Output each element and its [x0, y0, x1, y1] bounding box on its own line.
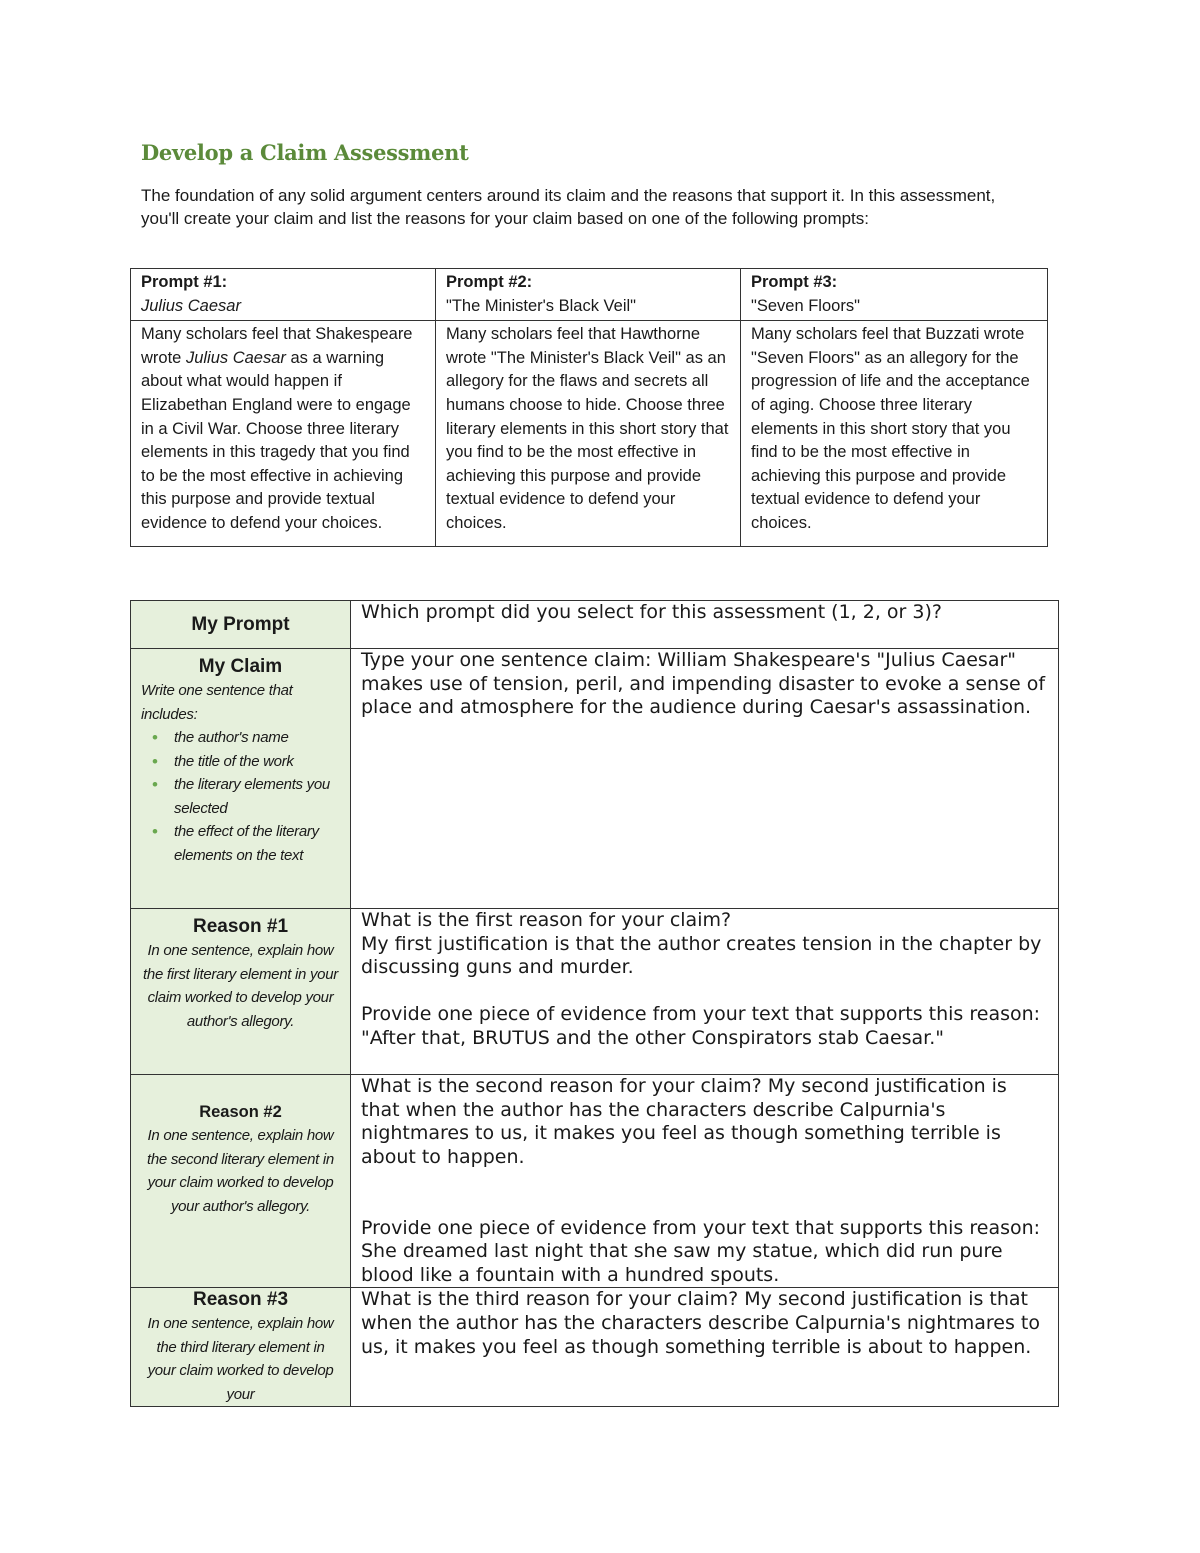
prompts-header-row — [131, 269, 1048, 321]
prompt-1-heading: Prompt #1: — [141, 273, 228, 291]
reason-2-response[interactable] — [351, 1075, 1059, 1288]
claim-criterion: • the effect of the literary elements on the text — [174, 820, 340, 867]
prompt-2-body: Many scholars feel that Hawthorne wrote "The Minister's Black Veil" as an allegory for the flaws and secrets all humans choose to hide. Choose three literary elements in this short story that you find to be the most effective in achieving this purpose and provide textual evidence to defend your choices. — [436, 321, 741, 546]
reason-3-instruction: In one sentence, explain how the third literary element in your claim worked to develop your — [147, 1315, 334, 1403]
reason-3-row — [131, 1288, 1059, 1407]
prompts-body-row — [131, 321, 1048, 546]
my-claim-instruction: Write one sentence that includes: — [141, 682, 293, 723]
intro-paragraph: The foundation of any solid argument centers around its claim and the reasons that support it. In this assessment, you'll create your claim and list the reasons for your claim based on one of the following prompts: — [141, 186, 996, 228]
reason-2-row — [131, 1075, 1059, 1288]
my-claim-label-cell — [131, 649, 351, 909]
my-claim-response[interactable]: Type your one sentence claim: William Shakespeare's "Julius Caesar" makes use of tension, peril, and impending disaster to evoke a sense of place and atmosphere for the audience during Caesar's assassination. — [351, 649, 1059, 909]
reason-2-label-cell — [131, 1075, 351, 1288]
prompt-3-header — [741, 269, 1048, 321]
prompt-2-header — [436, 269, 741, 321]
reason-2-instruction: In one sentence, explain how the second literary element in your claim worked to develop your author's allegory. — [147, 1127, 334, 1215]
claim-criterion: • the literary elements you selected — [174, 773, 340, 820]
claim-worksheet-table — [130, 600, 1059, 1407]
prompt-1-header — [131, 269, 436, 321]
reason-1-evidence: Provide one piece of evidence from your text that supports this reason: "After that, BRUTUS and the other Conspirators stab Caesar." — [361, 1003, 1041, 1049]
reason-3-label-cell — [131, 1288, 351, 1407]
prompt-1-body — [131, 321, 436, 546]
reason-1-label-cell — [131, 909, 351, 1075]
my-claim-label: My Claim — [198, 656, 283, 677]
prompt-3-work: "Seven Floors" — [751, 296, 860, 315]
prompt-1-body-text-rest: as a warning about what would happen if Elizabethan England were to engage in a Civil War. Choose three literary elements in this tragedy that you find to be the most effective in achieving this purpose and provide textual evidence to defend your choices. — [141, 348, 411, 532]
prompt-2-heading: Prompt #2: — [446, 273, 533, 291]
claim-criterion: • the author's name — [174, 726, 340, 750]
my-prompt-row — [131, 601, 1059, 649]
prompt-1-body-title: Julius Caesar — [185, 348, 286, 367]
reason-1-response[interactable] — [351, 909, 1059, 1075]
reason-3-label: Reason #3 — [192, 1289, 289, 1311]
page-title: Develop a Claim Assessment — [141, 140, 469, 165]
prompt-3-body: Many scholars feel that Buzzati wrote "Seven Floors" as an allegory for the progression of life and the acceptance of aging. Choose three literary elements in this short story that you find to be the most effective in achieving this purpose and provide textual evidence to defend your choices. — [741, 321, 1048, 546]
reason-1-row — [131, 909, 1059, 1075]
claim-criterion: • the title of the work — [174, 750, 340, 774]
reason-1-question: What is the first reason for your claim? — [361, 909, 732, 931]
my-claim-row — [131, 649, 1059, 909]
my-prompt-response[interactable]: Which prompt did you select for this assessment (1, 2, or 3)? — [351, 601, 1059, 649]
reason-2-answer: What is the second reason for your claim? My second justification is that when the author has the characters describe Calpurnia's nightmares to us, it makes you feel as though something terrible is about to happen. — [361, 1075, 1007, 1168]
prompts-table — [130, 268, 1048, 547]
reason-1-answer: My first justification is that the author creates tension in the chapter by discussing guns and murder. — [361, 932, 1042, 979]
reason-3-response[interactable]: What is the third reason for your claim? My second justification is that when the author has the characters describe Calpurnia's nightmares to us, it makes you feel as though something terrible is about to happen. — [351, 1288, 1059, 1407]
reason-1-instruction: In one sentence, explain how the first literary element in your claim worked to develop your author's allegory. — [143, 942, 338, 1030]
prompt-3-heading: Prompt #3: — [751, 273, 838, 291]
prompt-2-work: "The Minister's Black Veil" — [446, 296, 637, 315]
reason-2-label: Reason #2 — [199, 1103, 282, 1121]
my-prompt-label-cell — [131, 601, 351, 649]
prompt-1-body-text: Many scholars feel that Shakespeare wrote — [141, 325, 413, 367]
reason-1-label: Reason #1 — [192, 916, 289, 937]
claim-criteria-list — [141, 726, 340, 867]
reason-2-evidence: Provide one piece of evidence from your text that supports this reason: She dreamed last night that she saw my statue, which did run pure blood like a fountain with a hundred spouts. — [361, 1216, 1041, 1286]
my-prompt-label: My Prompt — [191, 613, 290, 635]
prompt-1-work: Julius Caesar — [141, 296, 241, 315]
